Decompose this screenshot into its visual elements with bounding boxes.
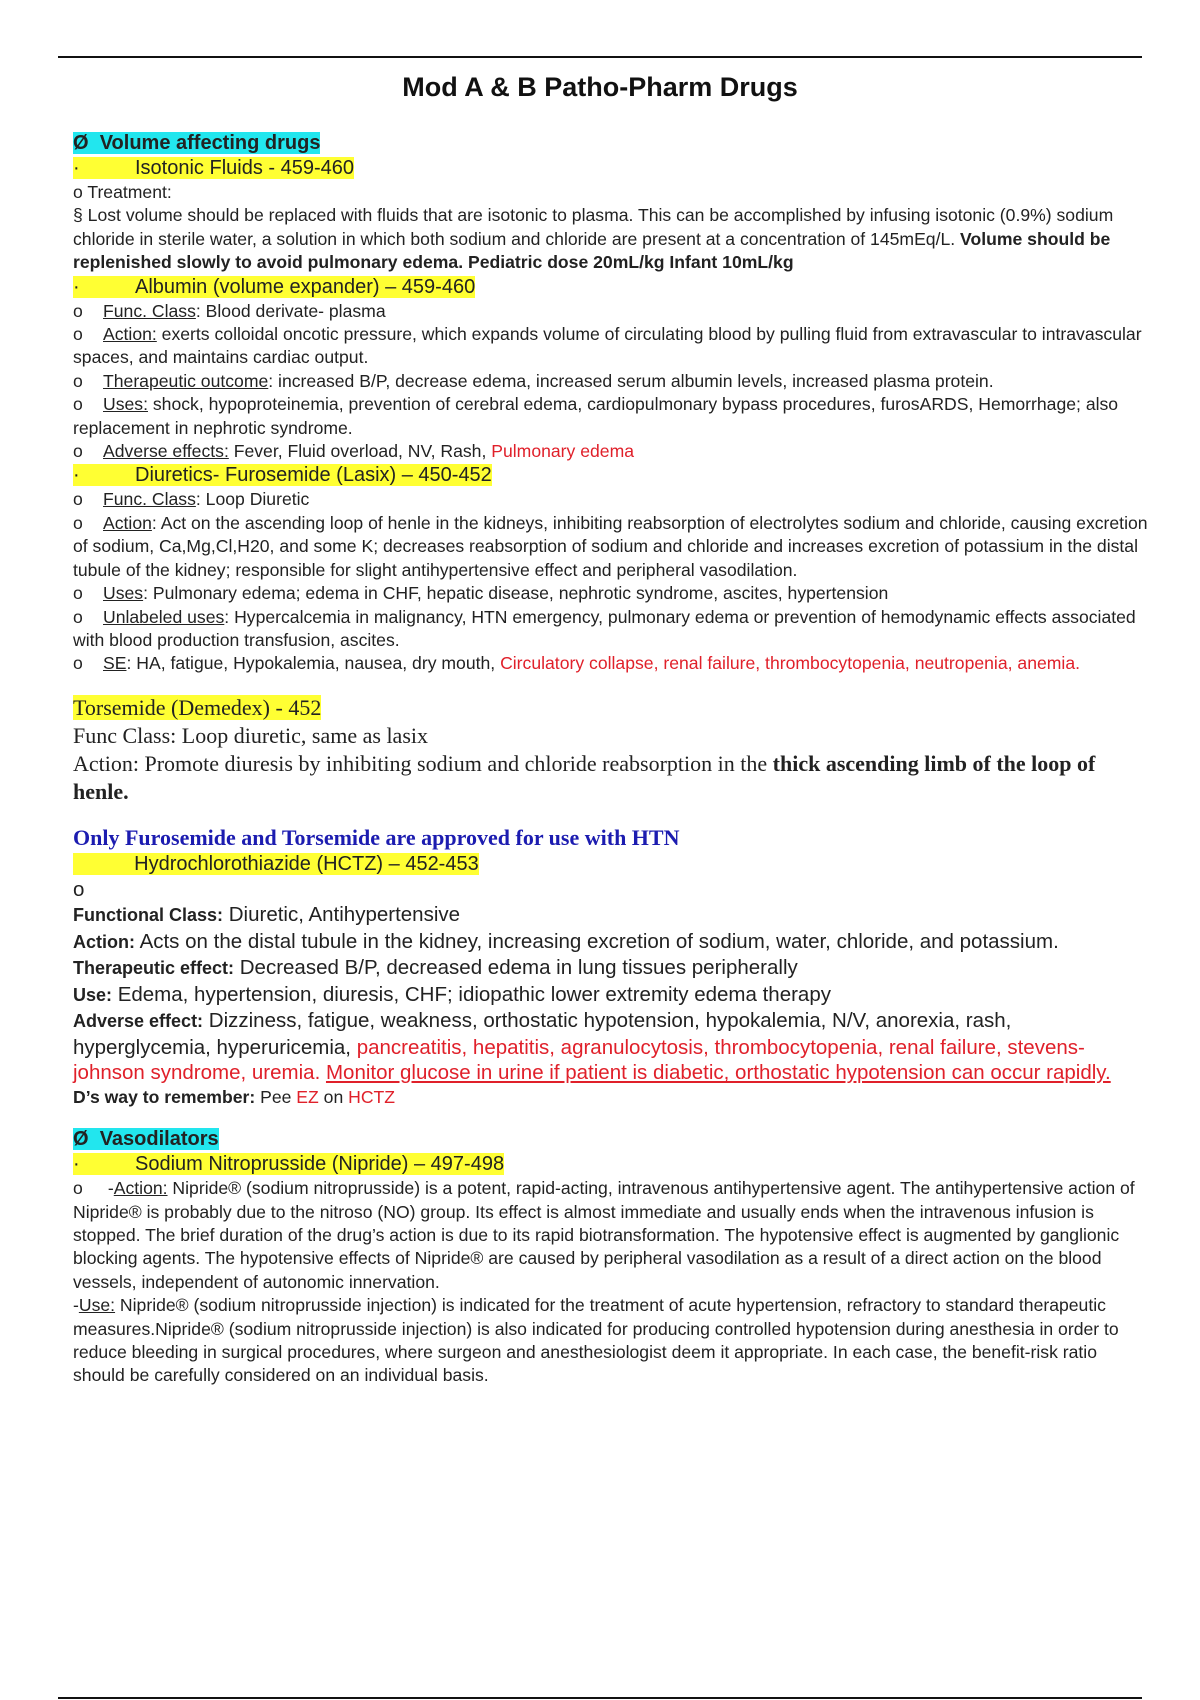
top-rule	[58, 56, 1142, 58]
section-volume-heading: Ø Volume affecting drugs	[73, 132, 321, 154]
hctz-action: Action: Acts on the distal tubule in the kidney, increasing excretion of sodium, water, chloride, and potassium.	[73, 929, 1059, 953]
page-title: Mod A & B Patho-Pharm Drugs	[402, 72, 798, 102]
hctz-o: o	[73, 877, 85, 901]
isotonic-treatment-label: o Treatment:	[73, 182, 172, 202]
albumin-therapeutic-outcome: o Therapeutic outcome: increased B/P, decrease edema, increased serum albumin levels, increased plasma protein.	[73, 370, 994, 391]
furosemide-action: o Action: Act on the ascending loop of henle in the kidneys, inhibiting reabsorption of electrolytes sodium and chloride, causing excretion of sodium, Ca,Mg,Cl,H20, and some K; decreases reabsorption of sodium and chloride and increases excretion of potassium in the distal tubule of the kidney; responsible for slight antihypertensive effect and peripheral vasodilation.	[73, 512, 1148, 580]
section-vasodilators-heading: Ø Vasodilators	[73, 1128, 219, 1151]
torsemide-func-class: Func Class: Loop diuretic, same as lasix	[73, 722, 428, 748]
document-body	[73, 131, 1153, 1388]
albumin-func-class: o Func. Class: Blood derivate- plasma	[73, 300, 386, 321]
hctz-heading: Hydrochlorothiazide (HCTZ) – 452-453	[73, 852, 1153, 877]
isotonic-heading: · Isotonic Fluids - 459-460	[73, 157, 355, 179]
nipride-use: -Use: Nipride® (sodium nitroprusside injection) is indicated for the treatment of acute hypertension, refractory to standard therapeutic measures.Nipride® (sodium nitroprusside injection) is also indicated for producing controlled hypotension during anesthesia in order to reduce bleeding in surgical procedures, where surgeon and anesthesiologist deem it appropriate. In each case, the benefit-risk ratio should be carefully considered on an individual basis.	[73, 1295, 1119, 1386]
furosemide-heading: · Diuretics- Furosemide (Lasix) – 450-452	[73, 464, 492, 487]
torsemide-heading: Torsemide (Demedex) - 452	[73, 694, 322, 720]
furosemide-func-class: o Func. Class: Loop Diuretic	[73, 489, 310, 510]
hctz-func-class: Functional Class: Diuretic, Antihypertensive	[73, 903, 461, 927]
hctz-adverse-effect: Adverse effect: Dizziness, fatigue, weakness, orthostatic hypotension, hypokalemia, N/V, anorexia, rash, hyperglycemia, hyperuricemia, pancreatitis, hepatitis, agranulocytosis, thrombocytopenia, renal failure, stevens-johnson syndrome, uremia. Monitor glucose in urine if patient is diabetic, orthostatic hypotension can occur rapidly.	[73, 1009, 1111, 1085]
nipride-heading: · Sodium Nitroprusside (Nipride) – 497-498	[73, 1153, 505, 1176]
furosemide-side-effects: o SE: HA, fatigue, Hypokalemia, nausea, dry mouth, Circulatory collapse, renal failure, thrombocytopenia, neutropenia, anemia.	[73, 653, 1080, 674]
albumin-adverse-effects: o Adverse effects: Fever, Fluid overload, NV, Rash, Pulmonary edema	[73, 441, 635, 462]
albumin-heading: · Albumin (volume expander) – 459-460	[73, 275, 476, 298]
hctz-therapeutic-effect: Therapeutic effect: Decreased B/P, decreased edema in lung tissues peripherally	[73, 956, 798, 980]
hctz-use: Use: Edema, hypertension, diuresis, CHF; idiopathic lower extremity edema therapy	[73, 982, 831, 1006]
albumin-uses: o Uses: shock, hypoproteinemia, prevention of cerebral edema, cardiopulmonary bypass procedures, furosARDS, Hemorrhage; also replacement in nephrotic syndrome.	[73, 394, 1119, 438]
approved-htn-note: Only Furosemide and Torsemide are approved for use with HTN	[73, 824, 680, 850]
bottom-rule	[58, 1697, 1142, 1699]
nipride-action: o -Action: Nipride® (sodium nitroprusside) is a potent, rapid-acting, intravenous antihypertensive agent. The antihypertensive action of Nipride® is probably due to the nitroso (NO) group. Its effect is almost immediate and usually ends when the intravenous infusion is stopped. The brief duration of the drug’s action is due to its rapid biotransformation. The hypotensive effect is augmented by ganglionic blocking agents. The hypotensive effects of Nipride® are caused by peripheral vasodilation as a result of a direct action on the blood vessels, independent of autonomic innervation.	[73, 1178, 1135, 1292]
hctz-way-to-remember: D’s way to remember: Pee EZ on HCTZ	[73, 1086, 396, 1107]
albumin-action: o Action: exerts colloidal oncotic pressure, which expands volume of circulating blood by pulling fluid from extravascular to intravascular spaces, and maintains cardiac output.	[73, 324, 1142, 368]
isotonic-treatment-body: § Lost volume should be replaced with fluids that are isotonic to plasma. This can be accomplished by infusing isotonic (0.9%) sodium chloride in sterile water, a solution in which both sodium and chloride are present at a concentration of 145mEq/L. Volume should be replenished slowly to avoid pulmonary edema. Pediatric dose 20mL/kg Infant 10mL/kg	[73, 205, 1114, 273]
furosemide-unlabeled-uses: o Unlabeled uses: Hypercalcemia in malignancy, HTN emergency, pulmonary edema or prevention of hemodynamic effects associated with blood production transfusion, ascites.	[73, 606, 1136, 650]
torsemide-action: Action: Promote diuresis by inhibiting sodium and chloride reabsorption in the thick ascending limb of the loop of henle.	[73, 750, 1096, 804]
furosemide-uses: o Uses: Pulmonary edema; edema in CHF, hepatic disease, nephrotic syndrome, ascites, hypertension	[73, 583, 889, 604]
